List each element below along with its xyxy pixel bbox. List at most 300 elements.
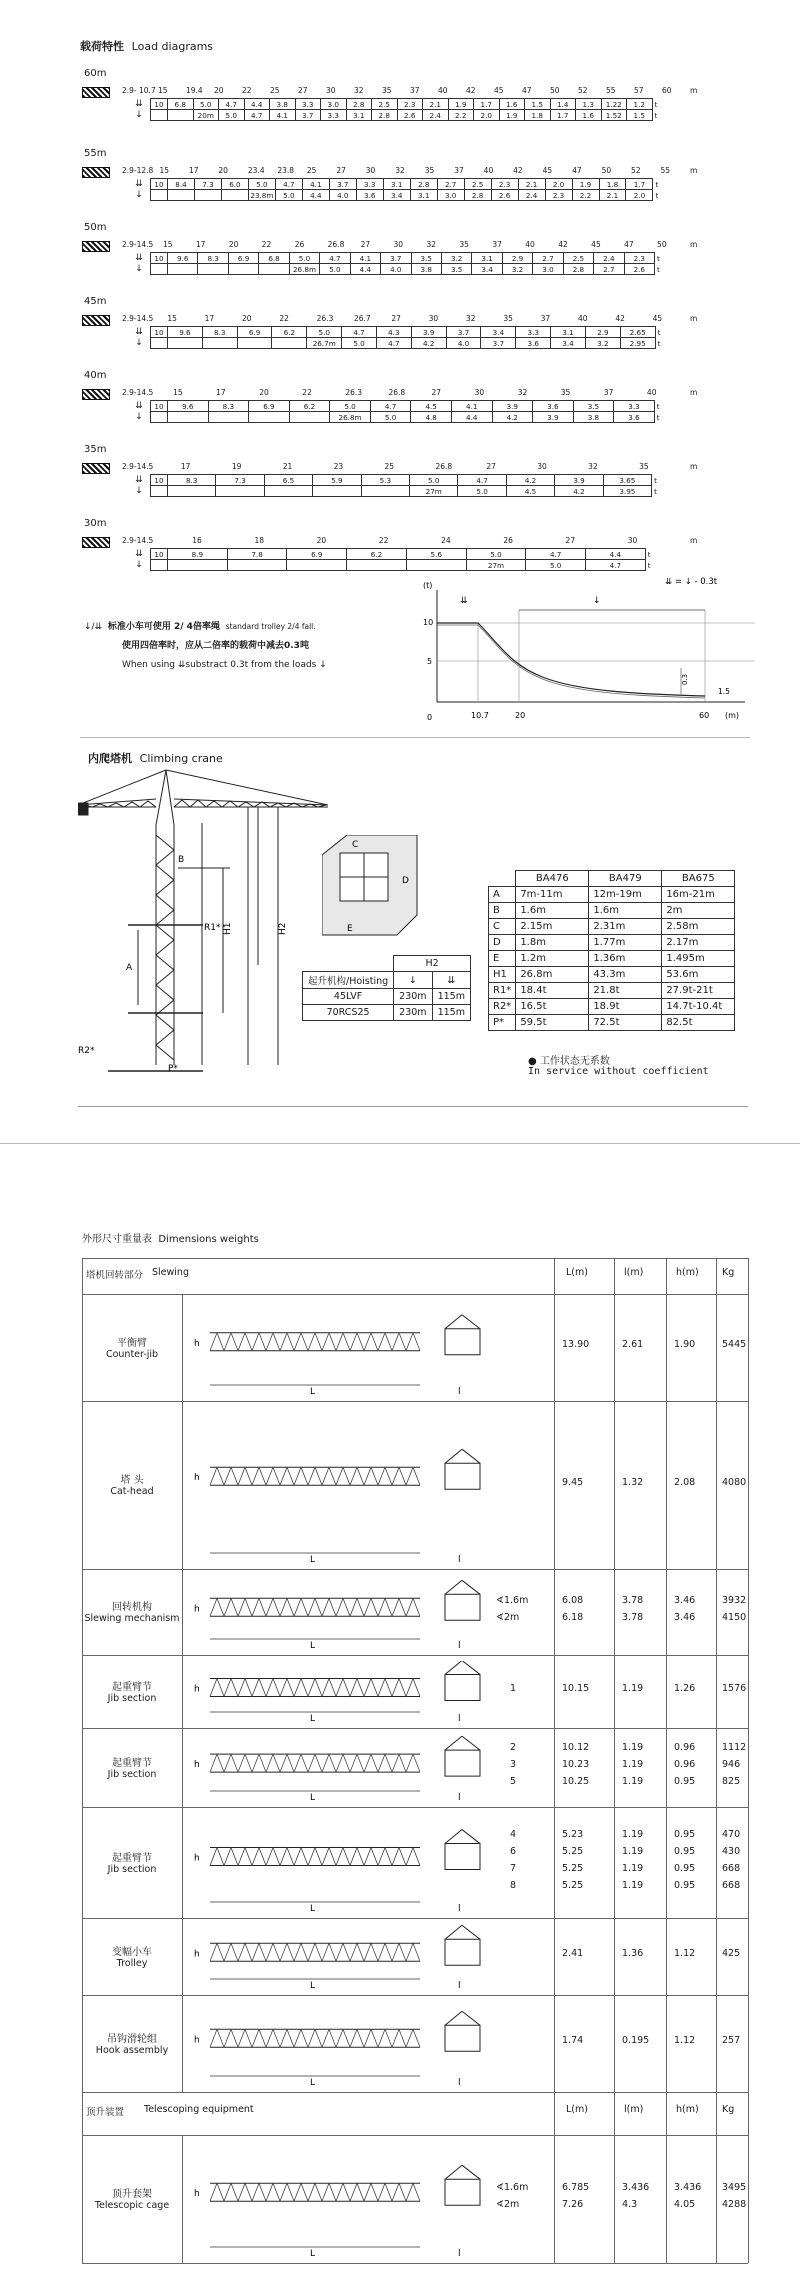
item-name-en: Counter-jib — [105, 1348, 159, 1360]
load-cell — [151, 486, 168, 497]
load-cell: 4.4 — [244, 99, 270, 110]
load-cell: 27m — [410, 486, 458, 497]
value-l: 1.19 — [622, 1828, 644, 1840]
value-L: 10.12 — [562, 1742, 590, 1753]
load-cell: 1.7 — [626, 179, 653, 190]
unit-t: t — [657, 327, 661, 337]
load-cell: 2.95 — [620, 338, 655, 349]
value-l: 1.19 — [622, 1879, 644, 1891]
load-cell — [151, 338, 168, 349]
value-L: 5.25 — [562, 1845, 584, 1857]
load-diagrams-title: 载荷特性 Load diagrams — [80, 40, 214, 53]
load-cell: 9.6 — [168, 253, 198, 264]
load-cell: 6.8 — [259, 253, 289, 264]
model-row-key: R2* — [489, 999, 516, 1015]
value-kg: 668 — [722, 1862, 741, 1874]
radius-tick: 26.8 — [388, 388, 406, 397]
svg-text:l: l — [458, 1714, 461, 1722]
two-fall-icon: ↓ — [135, 190, 143, 200]
model-row — [489, 903, 735, 919]
row-line — [82, 2092, 748, 2093]
value-h: 1.90 — [674, 1339, 696, 1350]
radius-tick: 20 — [214, 86, 224, 95]
value-h: 0.96 — [674, 1759, 696, 1770]
radius-tick: 25 — [306, 166, 317, 175]
load-cell: 26.8m — [330, 412, 371, 423]
col-line — [554, 1258, 555, 1294]
load-cell: 5.0 — [219, 110, 245, 121]
label-c: C — [352, 840, 359, 850]
load-cell — [228, 264, 258, 275]
model-row-key: D — [489, 935, 516, 951]
load-reduction-graph — [415, 570, 755, 730]
load-cell: 8.3 — [198, 253, 228, 264]
unit-m: m — [690, 86, 698, 95]
load-cell: 3.2 — [502, 264, 532, 275]
col-line — [614, 2135, 615, 2263]
svg-text:L: L — [310, 1641, 316, 1649]
graph-y-unit: (t) — [423, 581, 433, 590]
load-row — [128, 327, 668, 338]
radius-tick: 37 — [454, 166, 464, 175]
col-line — [716, 1258, 717, 1294]
load-cell: 10 — [151, 401, 168, 412]
svg-text:l: l — [458, 1641, 461, 1649]
unit-t: t — [655, 190, 659, 200]
load-cell: 4.4 — [451, 412, 492, 423]
hoist-row: 45LVF 230m 115m — [303, 989, 471, 1005]
load-cell: 9.6 — [168, 401, 209, 412]
load-curve-4fall — [437, 625, 705, 698]
load-cell: 4.5 — [506, 486, 554, 497]
load-cell: 4.7 — [342, 327, 377, 338]
jib-length-label: 35m — [84, 444, 107, 455]
radius-tick: 32 — [588, 462, 598, 471]
load-cell — [198, 264, 228, 275]
load-cell — [208, 412, 249, 423]
col-line — [554, 2135, 555, 2263]
graph-fall-sym-2: ↓ — [593, 596, 601, 606]
row-line — [82, 2263, 748, 2264]
radius-tick: 42 — [466, 86, 476, 95]
unit-m: m — [690, 536, 698, 545]
load-cell: 1.8 — [525, 110, 551, 121]
svg-text:L: L — [310, 1387, 316, 1395]
telescoping-header-en: Telescoping equipment — [144, 2104, 254, 2115]
value-l: 1.19 — [622, 1776, 644, 1787]
load-cell: 2.7 — [594, 264, 624, 275]
load-cell: 3.7 — [381, 253, 411, 264]
two-fall-icon: ↓ — [135, 110, 143, 120]
radius-tick: 17 — [204, 314, 215, 323]
label-h1: H1 — [223, 922, 233, 935]
hook-block-icon — [82, 87, 110, 98]
unit-t: t — [657, 253, 660, 263]
value-l: 1.19 — [622, 1759, 644, 1770]
radius-tick: 40 — [578, 314, 588, 323]
load-cell: 4.2 — [506, 475, 554, 486]
slewing-header-en: Slewing — [152, 1267, 189, 1278]
value-kg: 668 — [722, 1879, 741, 1891]
load-cell: 1.6 — [576, 110, 602, 121]
radius-tick: 16 — [192, 536, 202, 545]
load-row — [128, 110, 665, 121]
radius-tick: 30 — [627, 536, 638, 545]
load-cell: 2.8 — [346, 99, 372, 110]
unit-m: m — [690, 166, 698, 175]
item-variant: ∢1.6m — [496, 1595, 529, 1606]
fall-symbols: ↓/⇊ — [84, 622, 103, 632]
radius-tick: 26.3 — [345, 388, 363, 397]
value-h: 0.95 — [674, 1828, 696, 1840]
value-kg: 430 — [722, 1845, 741, 1857]
load-cell — [249, 412, 290, 423]
load-cell: 3.8 — [411, 264, 441, 275]
telescoping-header-zh: 顶升装置 — [86, 2107, 125, 2118]
unit-m: m — [690, 314, 698, 323]
graph-annot-03: 0.3 — [681, 673, 689, 685]
four-fall-icon: ⇊ — [135, 99, 143, 109]
column-header: L(m) — [566, 1267, 588, 1278]
load-cell: 4.7 — [219, 99, 245, 110]
two-fall-icon: ↓ — [135, 264, 143, 274]
radius-tick: 15 — [167, 314, 177, 323]
component-drawing — [190, 1300, 490, 1395]
load-cell: 4.5 — [411, 401, 452, 412]
column-header: l(m) — [624, 2104, 644, 2115]
model-value: 1.77m — [589, 935, 662, 951]
model-row-key: C — [489, 919, 516, 935]
load-cell: 5.6 — [406, 549, 466, 560]
load-cell — [289, 412, 330, 423]
load-cell: 2.6 — [397, 110, 423, 121]
model-header: BA479 — [589, 871, 662, 887]
item-variant: 3 — [510, 1759, 517, 1770]
jib-length-label: 50m — [84, 222, 107, 233]
unit-t: t — [654, 110, 658, 120]
item-variant: ∢1.6m — [496, 2182, 529, 2193]
item-variant: 8 — [510, 1879, 517, 1891]
value-kg: 425 — [722, 1948, 741, 1959]
hook-block-icon — [82, 167, 110, 178]
load-cell: 8.9 — [168, 549, 228, 560]
load-cell: 2.4 — [518, 190, 545, 201]
model-value: 27.9t-21t — [662, 983, 735, 999]
load-cell — [151, 560, 168, 571]
value-L: 6.18 — [562, 1612, 584, 1623]
component-drawing — [190, 2001, 490, 2086]
load-cell: 6.8 — [168, 99, 194, 110]
two-fall-icon: ↓ — [135, 338, 143, 348]
load-cell: 2.5 — [464, 179, 491, 190]
load-cell: 4.0 — [381, 264, 411, 275]
load-cell: 1.2 — [627, 99, 653, 110]
value-kg: 946 — [722, 1759, 741, 1770]
load-cell: 3.3 — [356, 179, 383, 190]
label-h2: H2 — [278, 922, 288, 935]
load-cell: 3.3 — [321, 110, 347, 121]
item-variant: ∢2m — [496, 2199, 520, 2210]
load-table — [128, 326, 668, 349]
unit-t: t — [654, 475, 657, 485]
value-h: 3.46 — [674, 1595, 696, 1606]
value-kg: 4150 — [722, 1612, 747, 1623]
value-kg: 3495 — [722, 2182, 747, 2193]
load-curve — [437, 623, 705, 696]
model-value: 2.31m — [589, 919, 662, 935]
value-l: 0.195 — [622, 2035, 650, 2046]
item-variant: 4 — [510, 1828, 517, 1840]
load-cell: 2.4 — [423, 110, 449, 121]
load-cell: 3.4 — [551, 338, 586, 349]
jib-length-label: 30m — [84, 518, 107, 529]
label-p: P* — [168, 1064, 178, 1074]
load-row — [128, 179, 665, 190]
component-drawing — [190, 1407, 490, 1563]
item-name — [82, 1334, 182, 1360]
model-row — [489, 999, 735, 1015]
load-cell: 3.7 — [481, 338, 516, 349]
radius-tick: 2.9-14.5 — [122, 314, 154, 323]
radius-tick: 21 — [282, 462, 293, 471]
load-cell: 27m — [466, 560, 526, 571]
value-L: 6.785 — [562, 2182, 590, 2193]
radius-tick: 22 — [261, 240, 272, 249]
svg-text:L: L — [310, 1981, 316, 1989]
radius-tick: 45 — [591, 240, 601, 249]
radius-tick: 35 — [503, 314, 513, 323]
radius-tick: 22 — [378, 536, 389, 545]
model-value: 18.9t — [589, 999, 662, 1015]
radius-tick: 40 — [646, 388, 657, 397]
model-value: 18.4t — [516, 983, 589, 999]
radius-tick: 26.8 — [327, 240, 345, 249]
value-kg: 825 — [722, 1776, 741, 1787]
radius-tick: 22 — [279, 314, 289, 323]
svg-text:h: h — [194, 1949, 200, 1960]
unit-t: t — [656, 412, 660, 422]
radius-tick: 37 — [410, 86, 420, 95]
graph-fall-sym-4: ⇊ — [460, 596, 468, 606]
model-row — [489, 935, 735, 951]
svg-text:h: h — [194, 1760, 200, 1771]
load-cell: 3.7 — [446, 327, 481, 338]
component-drawing — [190, 2141, 490, 2257]
radius-tick: 25 — [270, 86, 280, 95]
value-h: 3.436 — [674, 2182, 702, 2193]
hoisting-table — [302, 955, 471, 1021]
load-cell: 6.2 — [289, 401, 330, 412]
svg-text:l: l — [458, 1793, 461, 1801]
radius-tick: 22 — [302, 388, 312, 397]
model-value: 21.8t — [589, 983, 662, 999]
value-L: 5.25 — [562, 1879, 584, 1891]
load-row — [128, 486, 664, 497]
graph-x-tick: 20 — [515, 711, 526, 720]
radius-tick: 50 — [550, 86, 560, 95]
load-cell — [151, 412, 168, 423]
hook-block-icon — [82, 241, 110, 252]
load-cell: 8.3 — [168, 475, 216, 486]
load-cell: 2.4 — [594, 253, 624, 264]
divider — [80, 737, 750, 738]
radius-tick: 42 — [615, 314, 625, 323]
model-value: 2.17m — [662, 935, 735, 951]
column-header: h(m) — [676, 1267, 699, 1278]
unit-t: t — [657, 264, 660, 274]
load-cell: 5.0 — [320, 264, 350, 275]
model-value: 2m — [662, 903, 735, 919]
load-row — [128, 412, 667, 423]
four-fall-icon: ⇊ — [135, 327, 143, 337]
model-value: 82.5t — [662, 1015, 735, 1031]
load-cell — [168, 412, 209, 423]
load-cell: 2.8 — [372, 110, 398, 121]
load-cell: 4.4 — [302, 190, 329, 201]
item-name-zh: 吊钩滑轮组 — [107, 2033, 157, 2045]
radius-tick: 47 — [522, 86, 532, 95]
value-h: 0.95 — [674, 1845, 696, 1857]
radius-tick: 30 — [428, 314, 439, 323]
load-row — [128, 401, 667, 412]
load-cell: 3.2 — [585, 338, 620, 349]
item-name — [82, 1754, 182, 1780]
radius-tick: 27 — [486, 462, 496, 471]
unit-t: t — [656, 401, 660, 411]
load-row — [128, 190, 665, 201]
radius-tick: 19.4 — [186, 86, 203, 95]
column-header: l(m) — [624, 1267, 644, 1278]
load-cell: 3.9 — [555, 475, 603, 486]
radius-tick: 20 — [242, 314, 252, 323]
load-cell: 3.9 — [492, 401, 533, 412]
load-cell — [406, 560, 466, 571]
col-line — [554, 2092, 555, 2135]
load-cell — [221, 190, 248, 201]
value-l: 1.19 — [622, 1862, 644, 1874]
col-line — [614, 1258, 615, 1294]
load-cell: 2.65 — [620, 327, 655, 338]
load-cell: 4.4 — [350, 264, 380, 275]
model-row-key: A — [489, 887, 516, 903]
radius-tick: 20 — [218, 166, 228, 175]
radius-tick: 2.9- 10.7 — [122, 86, 156, 95]
jib-length-label: 55m — [84, 148, 107, 159]
load-cell — [227, 560, 287, 571]
component-drawing — [190, 1924, 490, 1989]
load-cell: 7.3 — [216, 475, 264, 486]
load-cell: 3.1 — [410, 190, 437, 201]
divider — [78, 1106, 748, 1107]
radius-tick: 17 — [188, 166, 199, 175]
value-L: 1.74 — [562, 2035, 584, 2046]
load-cell: 2.8 — [410, 179, 437, 190]
radius-tick: 27 — [565, 536, 576, 545]
load-cell — [259, 264, 289, 275]
radius-tick: 26.8 — [435, 462, 453, 471]
load-cell: 1.7 — [474, 99, 500, 110]
item-name-zh: 起重臂节 — [112, 1681, 152, 1693]
value-h: 0.95 — [674, 1879, 696, 1891]
climbing-crane-title: 内爬塔机 Climbing crane — [88, 752, 223, 765]
radius-tick: 15 — [173, 388, 183, 397]
item-name-en: Trolley — [116, 1957, 148, 1969]
radius-tick: 27 — [360, 240, 371, 249]
svg-text:L: L — [310, 2249, 316, 2257]
load-cell: 2.3 — [491, 179, 518, 190]
model-row — [489, 1015, 735, 1031]
radius-tick: 35 — [424, 166, 435, 175]
load-cell: 1.22 — [601, 99, 627, 110]
col-line — [614, 1294, 615, 2092]
load-cell: 2.1 — [599, 190, 626, 201]
hoist-sym2: ⇊ — [432, 972, 470, 989]
item-variant: 7 — [510, 1862, 517, 1874]
load-cell: 4.7 — [586, 560, 646, 571]
load-cell: 1.9 — [572, 179, 599, 190]
radius-tick: 47 — [572, 166, 582, 175]
svg-text:L: L — [310, 2078, 316, 2086]
model-value: 12m-19m — [589, 887, 662, 903]
model-value: 72.5t — [589, 1015, 662, 1031]
radius-tick: 42 — [558, 240, 568, 249]
radius-tick: 60 — [662, 86, 672, 95]
item-name-en: Jib section — [107, 1692, 157, 1704]
label-b: B — [178, 855, 185, 865]
page-break — [0, 1143, 800, 1144]
radius-tick: 19 — [231, 462, 242, 471]
radius-tick: 32 — [517, 388, 528, 397]
load-cell: 3.3 — [516, 327, 551, 338]
radius-tick: 30 — [326, 86, 336, 95]
radius-tick: 2.9-14.5 — [122, 240, 154, 249]
load-cell: 3.7 — [329, 179, 356, 190]
label-r2: R2* — [78, 1046, 95, 1056]
radius-tick: 24 — [441, 536, 451, 545]
radius-tick: 20 — [228, 240, 239, 249]
model-value: 1.8m — [516, 935, 589, 951]
graph-y-tick: 0 — [427, 713, 433, 722]
value-L: 6.08 — [562, 1595, 584, 1606]
load-cell: 5.0 — [193, 99, 219, 110]
load-row — [128, 99, 665, 110]
model-header: BA675 — [662, 871, 735, 887]
load-cell: 4.2 — [411, 338, 446, 349]
value-l: 3.78 — [622, 1612, 644, 1623]
model-row-key: E — [489, 951, 516, 967]
radius-tick: 20 — [316, 536, 327, 545]
climbing-models-table — [488, 870, 735, 1031]
load-cell: 2.7 — [437, 179, 464, 190]
hoist-row: 70RCS25 230m 115m — [303, 1005, 471, 1021]
load-cell: 10 — [151, 549, 168, 560]
load-cell — [313, 486, 361, 497]
load-table — [128, 400, 667, 423]
load-cell: 5.0 — [330, 401, 371, 412]
load-cell: 5.0 — [275, 190, 302, 201]
load-cell: 2.1 — [518, 179, 545, 190]
load-cell: 9.6 — [168, 327, 203, 338]
load-cell: 1.3 — [576, 99, 602, 110]
svg-text:l: l — [458, 2249, 461, 2257]
item-name — [82, 2185, 182, 2211]
load-cell: 4.7 — [526, 549, 586, 560]
svg-text:h: h — [194, 1853, 200, 1864]
load-cell — [151, 264, 168, 275]
radius-tick: 26 — [503, 536, 513, 545]
load-cell: 2.3 — [397, 99, 423, 110]
col-line — [554, 1294, 555, 2092]
